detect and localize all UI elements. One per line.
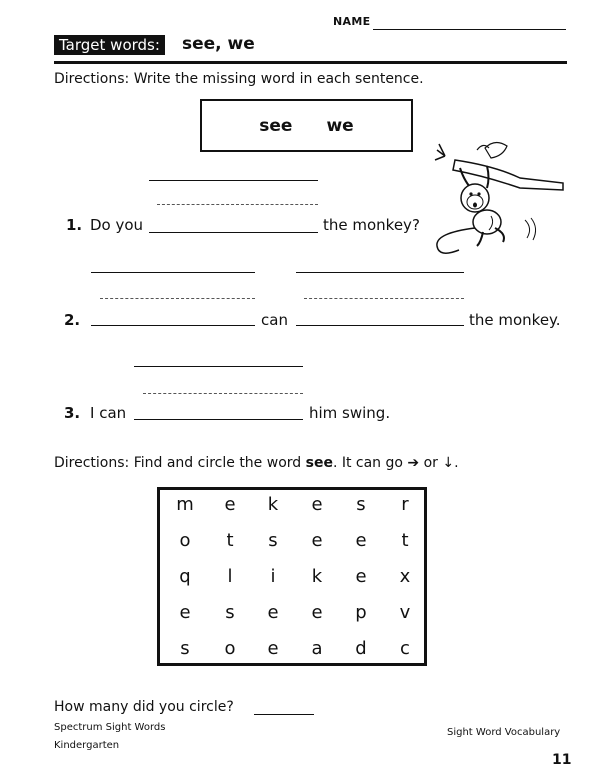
grid-letter[interactable]: d bbox=[355, 638, 367, 659]
directions-find-suffix: . It can go ➔ or ↓. bbox=[332, 455, 459, 471]
grid-letter[interactable]: c bbox=[400, 638, 410, 659]
count-answer-line[interactable] bbox=[254, 714, 314, 715]
grid-letter[interactable]: k bbox=[311, 566, 323, 587]
word-search-grid bbox=[157, 487, 427, 666]
directions-find bbox=[54, 455, 459, 471]
answer-line-2a[interactable] bbox=[91, 325, 255, 326]
grid-letter[interactable]: o bbox=[179, 530, 191, 551]
grid-letter[interactable]: t bbox=[226, 530, 234, 551]
target-words-label: Target words: bbox=[54, 35, 165, 55]
footer-grade: Kindergarten bbox=[54, 740, 120, 751]
sentence-1-number: 1. bbox=[66, 216, 83, 234]
grid-letter[interactable]: e bbox=[267, 638, 279, 659]
grid-letter[interactable]: e bbox=[224, 494, 236, 515]
sentence-1-start: Do you bbox=[90, 216, 144, 234]
grid-letter[interactable]: q bbox=[179, 566, 191, 587]
grid-letter[interactable]: s bbox=[356, 494, 366, 515]
trace-line-2a[interactable] bbox=[91, 272, 255, 273]
sentence-1-end: the monkey? bbox=[323, 216, 420, 234]
sentence-2-middle: can bbox=[261, 311, 288, 329]
grid-letter[interactable]: e bbox=[311, 602, 323, 623]
grid-letter[interactable]: e bbox=[355, 530, 367, 551]
grid-letter[interactable]: e bbox=[311, 494, 323, 515]
header-rule bbox=[54, 61, 567, 64]
trace-line-3[interactable] bbox=[134, 366, 303, 367]
grid-letter[interactable]: x bbox=[399, 566, 411, 587]
page-number: 11 bbox=[552, 752, 572, 768]
grid-letter[interactable]: i bbox=[270, 566, 276, 587]
sentence-2-number: 2. bbox=[64, 311, 81, 329]
name-field[interactable] bbox=[373, 29, 566, 30]
grid-letter[interactable]: m bbox=[176, 494, 194, 515]
word-bank bbox=[200, 99, 413, 152]
grid-letter[interactable]: p bbox=[355, 602, 367, 623]
grid-letter[interactable]: v bbox=[399, 602, 411, 623]
dash-line-2a bbox=[100, 298, 255, 299]
name-label: NAME bbox=[333, 15, 371, 28]
dash-line-2b bbox=[304, 298, 464, 299]
grid-letter[interactable]: o bbox=[224, 638, 236, 659]
monkey-illustration bbox=[425, 138, 565, 258]
word-bank-see: see bbox=[259, 115, 293, 136]
grid-letter[interactable]: s bbox=[268, 530, 278, 551]
grid-letter[interactable]: e bbox=[267, 602, 279, 623]
count-question: How many did you circle? bbox=[54, 699, 234, 715]
sentence-2-end: the monkey. bbox=[469, 311, 561, 329]
dash-line-3 bbox=[143, 393, 303, 394]
trace-line-1[interactable] bbox=[149, 180, 318, 181]
sentence-3-start: I can bbox=[90, 404, 127, 422]
answer-line-1[interactable] bbox=[149, 232, 318, 233]
sentence-3-end: him swing. bbox=[309, 404, 391, 422]
grid-letter[interactable]: e bbox=[355, 566, 367, 587]
grid-letter[interactable]: e bbox=[311, 530, 323, 551]
trace-line-2b[interactable] bbox=[296, 272, 464, 273]
target-words: see, we bbox=[182, 34, 255, 54]
sentence-3-number: 3. bbox=[64, 404, 81, 422]
grid-letter[interactable]: l bbox=[227, 566, 233, 587]
footer-title: Spectrum Sight Words bbox=[54, 722, 166, 733]
grid-letter[interactable]: t bbox=[401, 530, 409, 551]
word-bank-we: we bbox=[326, 115, 354, 136]
grid-letter[interactable]: s bbox=[180, 638, 190, 659]
grid-letter[interactable]: k bbox=[267, 494, 279, 515]
directions-write: Directions: Write the missing word in each sentence. bbox=[54, 71, 424, 87]
answer-line-2b[interactable] bbox=[296, 325, 464, 326]
grid-letter[interactable]: a bbox=[311, 638, 323, 659]
grid-letter[interactable]: e bbox=[179, 602, 191, 623]
directions-find-word: see bbox=[305, 455, 333, 471]
directions-find-prefix: Directions: Find and circle the word bbox=[54, 455, 306, 471]
grid-letter[interactable]: s bbox=[225, 602, 235, 623]
footer-section: Sight Word Vocabulary bbox=[447, 727, 561, 738]
answer-line-3[interactable] bbox=[134, 419, 303, 420]
grid-letter[interactable]: r bbox=[401, 494, 409, 515]
dash-line-1 bbox=[157, 204, 318, 205]
